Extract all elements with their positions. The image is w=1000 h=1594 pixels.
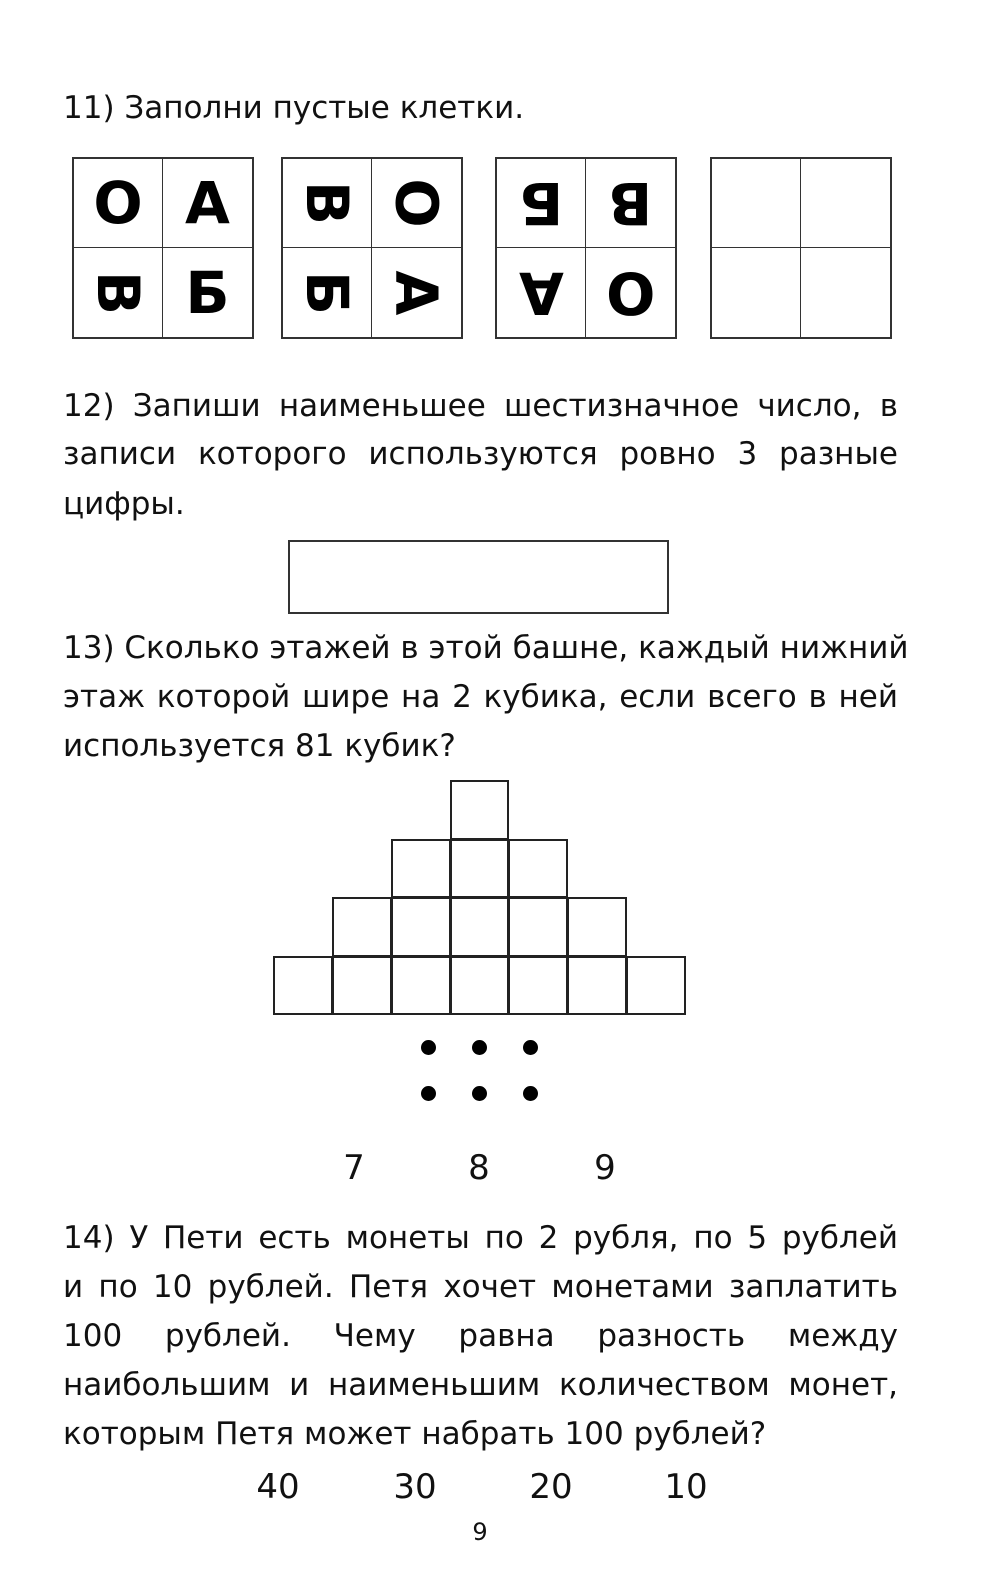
grid-cell (586, 248, 675, 337)
task12-line-3: цифры. (63, 486, 185, 522)
grid-cell (74, 248, 163, 337)
grid-letter: Б (518, 169, 564, 237)
grid-letter: В (608, 169, 653, 237)
task14-option[interactable]: 40 (256, 1467, 300, 1507)
tower-cube (391, 956, 451, 1016)
grid-cell (74, 159, 163, 248)
empty-cell[interactable] (712, 159, 801, 248)
grid-letter: Б (293, 270, 361, 315)
ellipsis-dot (421, 1086, 436, 1101)
grid-letter: А (185, 169, 230, 237)
ellipsis-dot (523, 1086, 538, 1101)
grid-letter: О (605, 258, 656, 327)
empty-cell[interactable] (712, 248, 801, 337)
grid-letter: А (518, 258, 564, 327)
tower-cube (391, 839, 451, 899)
grid-letter: О (93, 169, 143, 237)
task14-line-5: которым Петя может набрать 100 рублей? (63, 1416, 767, 1452)
task14-line-3: 100 рублей. Чему равна разность между (63, 1318, 898, 1354)
grid-cell (586, 159, 675, 248)
empty-cell[interactable] (801, 159, 890, 248)
task13-option[interactable]: 9 (594, 1148, 616, 1188)
grid-cell (372, 159, 461, 248)
task13-line-3: используется 81 кубик? (63, 728, 456, 764)
grid-cell (497, 248, 586, 337)
task14-option[interactable]: 20 (529, 1467, 573, 1507)
ellipsis-dot (472, 1086, 487, 1101)
page-number: 9 (472, 1518, 488, 1546)
task13-option[interactable]: 7 (343, 1148, 365, 1188)
tower-cube (332, 956, 392, 1016)
empty-cell[interactable] (801, 248, 890, 337)
ellipsis-dot (472, 1040, 487, 1055)
tower-cube (450, 780, 510, 840)
grid-letter: В (293, 180, 361, 226)
letter-grid-1 (72, 157, 254, 339)
task14-line-4: наибольшим и наименьшим количеством монет, (63, 1367, 898, 1403)
empty-grid-answer[interactable] (710, 157, 892, 339)
task14-line-1: 14) У Пети есть монеты по 2 рубля, по 5 рублей (63, 1220, 898, 1256)
tower-cube (273, 956, 333, 1016)
grid-cell (283, 159, 372, 248)
task14-line-2: и по 10 рублей. Петя хочет монетами заплатить (63, 1269, 898, 1305)
grid-cell (163, 159, 252, 248)
task12-line-2: записи которого используются ровно 3 разные (63, 436, 898, 472)
tower-cube (450, 956, 510, 1016)
tower-cube (508, 897, 568, 957)
grid-letter: А (382, 270, 451, 315)
task14-option[interactable]: 10 (664, 1467, 708, 1507)
task13-option[interactable]: 8 (468, 1148, 490, 1188)
grid-letter: Б (185, 258, 230, 327)
task13-line-1: 13) Сколько этажей в этой башне, каждый нижний (63, 630, 909, 666)
ellipsis-dot (523, 1040, 538, 1055)
tower-cube (391, 897, 451, 957)
task13-line-2: этаж которой шире на 2 кубика, если всего в ней (63, 679, 898, 715)
task11-text: 11) Заполни пустые клетки. (63, 90, 525, 126)
grid-cell (497, 159, 586, 248)
ellipsis-dot (421, 1040, 436, 1055)
task12-line-1: 12) Запиши наименьшее шестизначное число, в (63, 388, 898, 424)
tower-cube (567, 956, 627, 1016)
answer-box[interactable] (288, 540, 669, 614)
tower-cube (508, 956, 568, 1016)
grid-cell (372, 248, 461, 337)
task14-option[interactable]: 30 (393, 1467, 437, 1507)
tower-cube (508, 839, 568, 899)
tower-cube (450, 897, 510, 957)
letter-grid-3 (495, 157, 677, 339)
tower-cube (450, 839, 510, 899)
tower-cube (567, 897, 627, 957)
letter-grid-2 (281, 157, 463, 339)
grid-letter: О (382, 178, 451, 228)
grid-cell (163, 248, 252, 337)
tower-cube (626, 956, 686, 1016)
grid-cell (283, 248, 372, 337)
tower-cube (332, 897, 392, 957)
grid-letter: В (84, 270, 152, 315)
